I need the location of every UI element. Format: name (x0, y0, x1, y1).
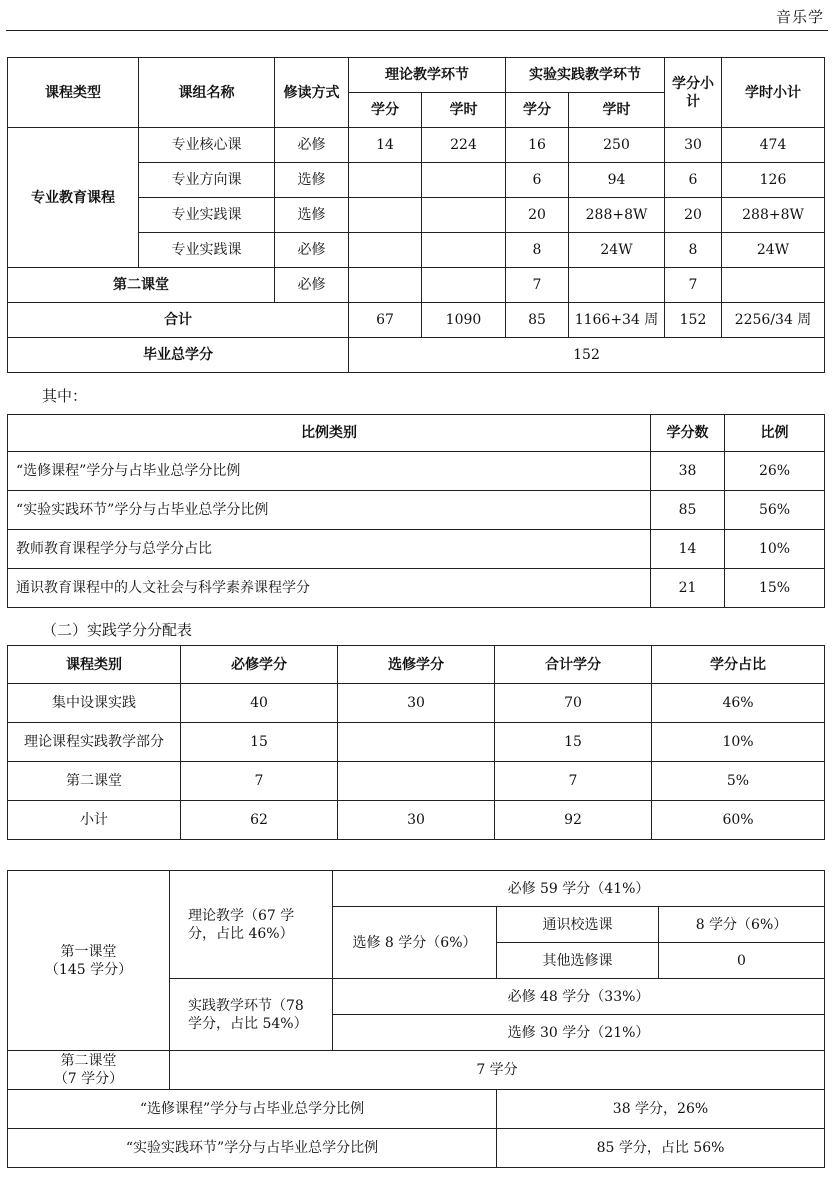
theory-elective: 选修 8 学分（6%） (333, 907, 497, 979)
practice-label: 实践教学环节（78 学分，占比 54%） (170, 979, 333, 1051)
header-ratio-value: 比例 (725, 415, 825, 452)
group-name: 专业核心课 (139, 128, 275, 163)
header-ratio-credits: 学分数 (651, 415, 725, 452)
required-credits: 7 (181, 762, 338, 801)
hour-subtotal: 474 (722, 128, 825, 163)
ratio-category: 通识教育课程中的人文社会与科学素养课程学分 (8, 569, 651, 608)
total-row (8, 303, 825, 338)
header-credit-ratio: 学分占比 (652, 646, 825, 684)
other-elective-value: 0 (659, 943, 825, 979)
second-class-label: 第二课堂 (8, 268, 275, 303)
credit-subtotal: 152 (665, 303, 722, 338)
course-structure-table (7, 57, 825, 373)
theory-credit: 14 (349, 128, 422, 163)
header-credit-subtotal: 学分小计 (665, 58, 722, 128)
study-mode: 选修 (275, 163, 349, 198)
credit-subtotal: 30 (665, 128, 722, 163)
elective-credits (338, 723, 495, 762)
table-row (8, 530, 825, 569)
practice-credit: 8 (506, 233, 569, 268)
practice-hour: 24W (569, 233, 665, 268)
elective-credits: 30 (338, 684, 495, 723)
header-required-credits: 必修学分 (181, 646, 338, 684)
header-practice-category: 课程类别 (8, 646, 181, 684)
header-study-mode: 修读方式 (275, 58, 349, 128)
theory-credit (349, 163, 422, 198)
among-label: 其中： (42, 387, 88, 405)
credit-subtotal: 7 (665, 268, 722, 303)
header-total-credits: 合计学分 (495, 646, 652, 684)
table-row (8, 491, 825, 530)
hour-subtotal: 2256/34 周 (722, 303, 825, 338)
practice-category: 第二课堂 (8, 762, 181, 801)
page-header-subject: 音乐学 (775, 8, 824, 26)
practice-credit: 6 (506, 163, 569, 198)
theory-hour (422, 198, 506, 233)
elective-ratio-label: “选修课程”学分与占毕业总学分比例 (8, 1090, 497, 1129)
elective-credits: 30 (338, 801, 495, 840)
credit-ratio: 5% (652, 762, 825, 801)
credit-subtotal: 20 (665, 198, 722, 233)
credit-ratio: 10% (652, 723, 825, 762)
table-row (8, 684, 825, 723)
header-ratio-category: 比例类别 (8, 415, 651, 452)
section2-title: （二）实践学分分配表 (42, 621, 193, 639)
ratio-category: “实验实践环节”学分与占毕业总学分比例 (8, 491, 651, 530)
header-hour-subtotal: 学时小计 (722, 58, 825, 128)
table-row (8, 452, 825, 491)
theory-hour (422, 163, 506, 198)
practice-hour: 250 (569, 128, 665, 163)
ratio-table (7, 414, 825, 608)
header-practice: 实验实践教学环节 (506, 58, 665, 93)
header-theory: 理论教学环节 (349, 58, 506, 93)
elective-credits (338, 762, 495, 801)
required-credits: 62 (181, 801, 338, 840)
graduation-value: 152 (349, 338, 825, 373)
table-row (8, 569, 825, 608)
header-practice-credit: 学分 (506, 93, 569, 128)
theory-hour (422, 233, 506, 268)
hour-subtotal: 126 (722, 163, 825, 198)
header-theory-hour: 学时 (422, 93, 506, 128)
header-course-type: 课程类型 (8, 58, 139, 128)
practice-category: 理论课程实践教学部分 (8, 723, 181, 762)
theory-credit (349, 198, 422, 233)
credit-subtotal: 6 (665, 163, 722, 198)
practice-elective: 选修 30 学分（21%） (333, 1015, 825, 1051)
ratio-value: 10% (725, 530, 825, 569)
first-class-label: 第一课堂 （145 学分） (8, 871, 170, 1051)
ratio-category: 教师教育课程学分与总学分占比 (8, 530, 651, 569)
group-name: 专业方向课 (139, 163, 275, 198)
study-mode: 选修 (275, 198, 349, 233)
practice-category: 集中设课实践 (8, 684, 181, 723)
practice-allocation-table (7, 645, 825, 840)
theory-credit (349, 233, 422, 268)
practice-ratio-value: 85 学分，占比 56% (497, 1129, 825, 1168)
total-credits: 7 (495, 762, 652, 801)
practice-required: 必修 48 学分（33%） (333, 979, 825, 1015)
table-row (8, 723, 825, 762)
second-class-label: 第二课堂 （7 学分） (8, 1051, 170, 1090)
theory-required: 必修 59 学分（41%） (333, 871, 825, 907)
practice-credit: 85 (506, 303, 569, 338)
study-mode: 必修 (275, 268, 349, 303)
practice-hour: 94 (569, 163, 665, 198)
credit-ratio: 60% (652, 801, 825, 840)
group-name: 专业实践课 (139, 198, 275, 233)
practice-ratio-label: “实验实践环节”学分与占毕业总学分比例 (8, 1129, 497, 1168)
ratio-value: 26% (725, 452, 825, 491)
total-credits: 70 (495, 684, 652, 723)
study-mode: 必修 (275, 128, 349, 163)
group-name: 专业实践课 (139, 233, 275, 268)
credit-subtotal: 8 (665, 233, 722, 268)
header-elective-credits: 选修学分 (338, 646, 495, 684)
table-row (8, 762, 825, 801)
ratio-value: 15% (725, 569, 825, 608)
ratio-credits: 38 (651, 452, 725, 491)
table-row (8, 801, 825, 840)
practice-credit: 7 (506, 268, 569, 303)
header-theory-credit: 学分 (349, 93, 422, 128)
practice-hour: 288+8W (569, 198, 665, 233)
study-mode: 必修 (275, 233, 349, 268)
ratio-category: “选修课程”学分与占毕业总学分比例 (8, 452, 651, 491)
credit-ratio: 46% (652, 684, 825, 723)
elective-ratio-value: 38 学分，26% (497, 1090, 825, 1129)
graduation-row (8, 338, 825, 373)
hour-subtotal: 288+8W (722, 198, 825, 233)
theory-hour: 224 (422, 128, 506, 163)
theory-label: 理论教学（67 学 分，占比 46%） (170, 871, 333, 979)
total-label: 合计 (8, 303, 349, 338)
required-credits: 15 (181, 723, 338, 762)
ratio-credits: 85 (651, 491, 725, 530)
practice-hour: 1166+34 周 (569, 303, 665, 338)
other-elective-label: 其他选修课 (497, 943, 659, 979)
general-elective-value: 8 学分（6%） (659, 907, 825, 943)
practice-category: 小计 (8, 801, 181, 840)
header-practice-hour: 学时 (569, 93, 665, 128)
theory-credit: 67 (349, 303, 422, 338)
ratio-credits: 14 (651, 530, 725, 569)
ratio-value: 56% (725, 491, 825, 530)
practice-credit: 16 (506, 128, 569, 163)
theory-hour: 1090 (422, 303, 506, 338)
second-class-row (8, 268, 825, 303)
general-elective-label: 通识校选课 (497, 907, 659, 943)
total-credits: 15 (495, 723, 652, 762)
professional-group-label: 专业教育课程 (8, 128, 139, 268)
total-credits: 92 (495, 801, 652, 840)
ratio-credits: 21 (651, 569, 725, 608)
hour-subtotal: 24W (722, 233, 825, 268)
credit-structure-table (7, 870, 825, 1168)
practice-credit: 20 (506, 198, 569, 233)
header-divider (6, 30, 828, 31)
second-class-value: 7 学分 (170, 1051, 825, 1090)
required-credits: 40 (181, 684, 338, 723)
graduation-label: 毕业总学分 (8, 338, 349, 373)
table-row (8, 128, 825, 163)
header-group-name: 课组名称 (139, 58, 275, 128)
